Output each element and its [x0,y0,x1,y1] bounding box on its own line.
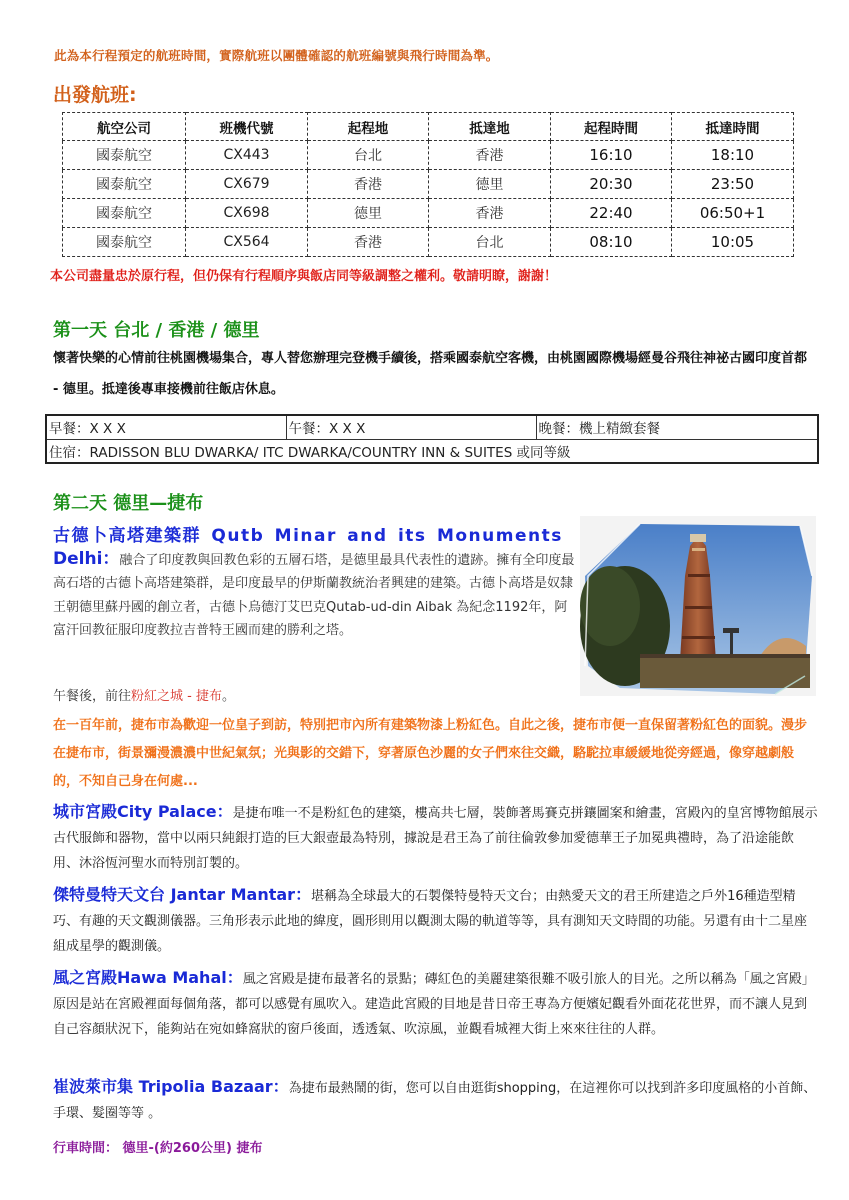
flight-row [63,228,794,257]
jaipur-intro: 在一百年前，捷布市為歡迎一位皇子到訪，特別把市內所有建築物漆上粉紅色。自此之後，捷布市便一直保留著粉紅色的面貌。漫步在捷布市，街景瀰漫濃濃中世紀氣氛；光與影的交錯下，穿著原色沙麗的女子們來往交織，駱駝拉車緩緩地從旁經過，像穿越劇般的，不知自己身在何處... [53,718,808,789]
flight-origin: 香港 [308,228,429,257]
meal-lunch: 午餐：X X X [286,415,536,439]
flight-origin: 香港 [308,170,429,199]
header-depart-time: 起程時間 [551,113,672,141]
qutb-minar-title: 古德卜高塔建築群 Qutb Minar and its Monuments [53,526,563,546]
attraction-city-palace [53,799,818,876]
meal-dinner: 晚餐：機上精緻套餐 [536,415,818,439]
header-arrive-time: 抵達時間 [672,113,794,141]
flight-airline: 國泰航空 [63,141,186,170]
drive-time: 行車時間： 德里-(約260公里) 捷布 [53,1141,263,1156]
flight-arrive-time: 10:05 [672,228,794,257]
flight-depart-time: 08:10 [551,228,672,257]
flights-table [62,112,794,257]
pink-city-highlight: 粉紅之城 - 捷布 [131,689,222,704]
flights-header-row [63,113,794,141]
afternoon-prefix: 午餐後，前往 [53,689,132,704]
flight-origin: 德里 [308,199,429,228]
flight-destination: 香港 [429,141,551,170]
attraction-hawa-mahal [53,965,818,1042]
flight-destination: 德里 [429,170,551,199]
day1-description: 懷著快樂的心情前往桃園機場集合，專人替您辦理完登機手續後，搭乘國泰航空客機，由桃園國際機場經曼谷飛往神祕古國印度首都 - 德里。抵達後專車接機前往飯店休息。 [53,351,808,397]
flight-arrive-time: 06:50+1 [672,199,794,228]
attraction-body: 堪稱為全球最大的石製傑特曼特天文台；由熱愛天文的君王所建造之戶外16種造型精巧、有趣的天文觀測儀器。三角形表示此地的緯度，圓形則用以觀測太陽的軌道等等，具有測知天文時間的功能。另還有由十二星座組成星學的觀測儀。 [53,889,808,954]
flight-depart-time: 20:30 [551,170,672,199]
flight-notice: 此為本行程預定的航班時間，實際航班以團體確認的航班編號與飛行時間為準。 [54,48,499,63]
qutb-minar-description [53,548,579,642]
day1-title: 第一天 台北 / 香港 / 德里 [53,320,260,341]
qutb-lead: Delhi： [53,549,120,569]
flight-origin: 台北 [308,141,429,170]
flight-arrive-time: 23:50 [672,170,794,199]
flight-row [63,141,794,170]
qutb-minar-photo [580,516,816,696]
flight-number: CX564 [186,228,308,257]
day2-title: 第二天 德里—捷布 [53,493,204,514]
flight-airline: 國泰航空 [63,228,186,257]
flight-number: CX698 [186,199,308,228]
flight-arrive-time: 18:10 [672,141,794,170]
header-origin: 起程地 [308,113,429,141]
departure-flights-title: 出發航班: [53,84,137,106]
attraction-body: 風之宮殿是捷布最著名的景點；磚紅色的美麗建築很難不吸引旅人的目光。之所以稱為「風之宮殿」原因是站在宮殿裡面每個角落，都可以感覺有風吹入。建造此宮殿的目地是昔日帝王專為方便嬪妃觀看外面花花世界，而不讓人見到自己容顏狀況下，能夠站在宛如蜂窩狀的窗戶後面，透透氣、吹涼風，並觀看城裡大街上來來往往的人群。 [53,972,815,1037]
flight-airline: 國泰航空 [63,199,186,228]
qutb-minar-image [580,516,816,696]
flight-destination: 台北 [429,228,551,257]
attraction-lead: 風之宮殿Hawa Mahal： [53,968,243,987]
meal-breakfast: 早餐：X X X [46,415,286,439]
flight-row [63,199,794,228]
attraction-body: 為捷布最熱鬧的街，您可以自由逛街shopping，在這裡你可以找到許多印度風格的小首飾、手環、髮圈等等 。 [53,1081,817,1121]
flight-number: CX679 [186,170,308,199]
flight-number: CX443 [186,141,308,170]
attraction-jantar-mantar [53,882,818,959]
attraction-lead: 傑特曼特天文台 Jantar Mantar： [53,885,312,904]
afternoon-plan [53,685,235,704]
header-destination: 抵達地 [429,113,551,141]
itinerary-change-notice: 本公司盡量忠於原行程，但仍保有行程順序與飯店同等級調整之權利。敬請明瞭，謝謝！ [50,269,558,284]
day1-meals-table [45,414,819,464]
flight-depart-time: 22:40 [551,199,672,228]
afternoon-suffix: 。 [221,689,235,704]
flight-depart-time: 16:10 [551,141,672,170]
header-airline: 航空公司 [63,113,186,141]
attraction-body: 是捷布唯一不是粉紅色的建築，樓高共七層，裝飾著馬賽克拼鑲圖案和繪畫，宮殿內的皇宮博物館展示古代服飾和器物，當中以兩只純銀打造的巨大銀壺最為特別，據說是君王為了前往倫敦參加愛德華王子加冕典禮時，為了沿途能飲用、沐浴恆河聖水而特別訂製的。 [53,806,818,871]
qutb-body-text: 融合了印度教與回教色彩的五層石塔，是德里最具代表性的遺跡。擁有全印度最高石塔的古德卜高塔建築群，是印度最早的伊斯蘭教統治者興建的建築。古德卜高塔是奴隸王朝德里蘇丹國的創立者，古德卜烏德汀艾巴克Qutab-ud-din Aibak 為紀念1192年，阿富汗回教征服印度教拉吉普特王國而建的勝利之塔。 [53,553,575,638]
hotel-info: 住宿：RADISSON BLU DWARKA/ ITC DWARKA/COUNTRY INN & SUITES 或同等級 [46,439,818,463]
header-flight-no: 班機代號 [186,113,308,141]
attraction-lead: 崔波萊市集 Tripolia Bazaar： [53,1077,289,1096]
flight-destination: 香港 [429,199,551,228]
flight-airline: 國泰航空 [63,170,186,199]
attraction-lead: 城市宮殿City Palace： [53,802,233,821]
flight-row [63,170,794,199]
attraction-tripolia-bazaar [53,1074,818,1126]
